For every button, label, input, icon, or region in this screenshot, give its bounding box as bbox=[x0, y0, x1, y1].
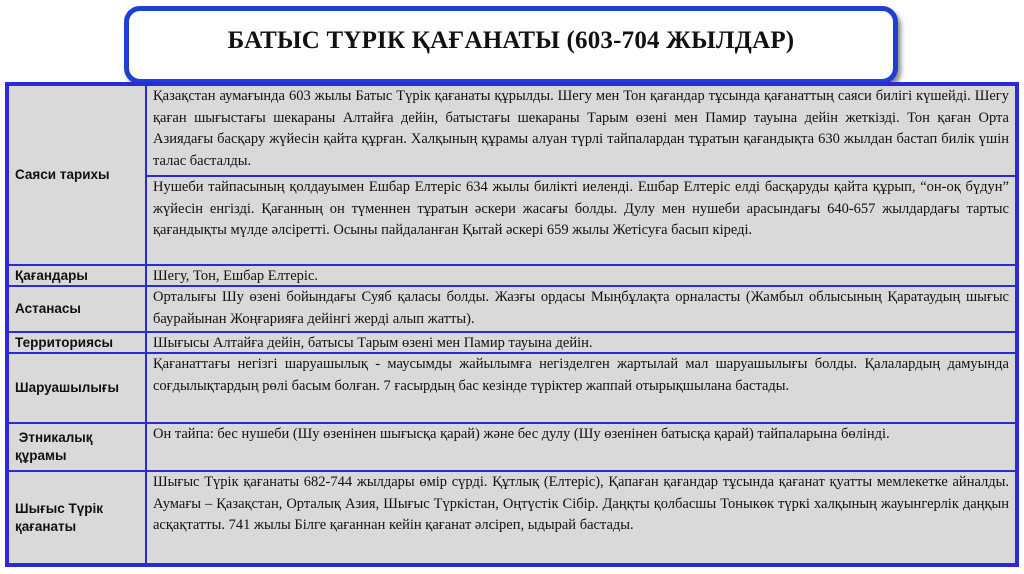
row-label-eastern-turkic-khaganate: Шығыс Түрік қағанаты bbox=[8, 471, 146, 564]
row-label-territory: Территориясы bbox=[8, 332, 146, 353]
row-label-khagans: Қағандары bbox=[8, 265, 146, 286]
ethnic-composition-text: Он тайпа: бес нушеби (Шу өзенінен шығысқа қарай) және бес дулу (Шу өзенінен батысқа қарай) тайпаларына бөлінді. bbox=[146, 423, 1016, 471]
capital-text: Орталығы Шу өзені бойындағы Суяб қаласы болды. Жазғы ордасы Мыңбұлақта орналасты (Жамбыл облысының Қаратаудың шығыс баурайынан Жоңғарияға дейінгі жерді алып жатты). bbox=[146, 286, 1016, 332]
khagans-text: Шегу, Тон, Ешбар Елтеріс. bbox=[146, 265, 1016, 286]
row-label-ethnic-composition: Этникалық құрамы bbox=[8, 423, 146, 471]
economy-text: Қағанаттағы негізгі шаруашылық - маусымды жайылымға негізделген жартылай мал шаруашылығы болды. Қалалардың дамуында соғдылықтардың рөлі басым болған. 7 ғасырдың бас кезінде түріктер жаппай отырықшылана бастады. bbox=[146, 353, 1016, 423]
row-label-economy: Шаруашылығы bbox=[8, 353, 146, 423]
eastern-turkic-khaganate-text: Шығыс Түрік қағанаты 682-744 жылдары өмір сүрді. Құтлық (Елтеріс), Қапаған қағандар тұсында қағанат қуатты мемлекетке айналды. Аумағы – Қазақстан, Орталық Азия, Шығыс Түркістан, Оңтүстік Сібір. Даңқты қолбасшы Тоныкөк түркі халқының жауынгерлік даңқын асқақтатты. 741 жылы Білге қағаннан кейін қағанат әлсіреп, ыдырай бастады. bbox=[146, 471, 1016, 564]
political-history-paragraph-1: Қазақстан аумағында 603 жылы Батыс Түрік қағанаты құрылды. Шегу мен Тон қағандар тұсында қағанаттың саяси билігі күшейді. Шегу қаған шығыстағы шекараны Алтайға дейін, батыстағы шекараны Тарым өзені мен Памир тауына дейін жеткізді. Тон қаған Орта Азиядағы басқару жүйесін қайта құрған. Халқының құрамы алуан түрлі тайпалардан тұратын қағандықта 630 жылдан бастап билік үшін талас басталды. bbox=[146, 85, 1016, 176]
info-table bbox=[5, 82, 1019, 567]
row-label-capital: Астанасы bbox=[8, 286, 146, 332]
page-title: БАТЫС ТҮРІК ҚАҒАНАТЫ (603-704 ЖЫЛДАР) bbox=[227, 27, 795, 54]
row-label-political-history: Саяси тарихы bbox=[8, 85, 146, 265]
political-history-paragraph-2: Нушеби тайпасының қолдауымен Ешбар Елтеріс 634 жылы билікті иеленді. Ешбар Елтеріс елді басқаруды қайта құрып, “он-оқ бүдун” жүйесін енгізді. Қағанның он түменнен тұратын әскери жасағы болды. Дулу мен нушеби арасындағы 640-657 жылдардағы тартыс қағандықты мүлде әлсіретті. Осыны пайдаланған Қытай әскері 659 жылы Жетісуға басып кіреді. bbox=[146, 176, 1016, 265]
title-banner bbox=[124, 6, 898, 84]
territory-text: Шығысы Алтайға дейін, батысы Тарым өзені мен Памир тауына дейін. bbox=[146, 332, 1016, 353]
